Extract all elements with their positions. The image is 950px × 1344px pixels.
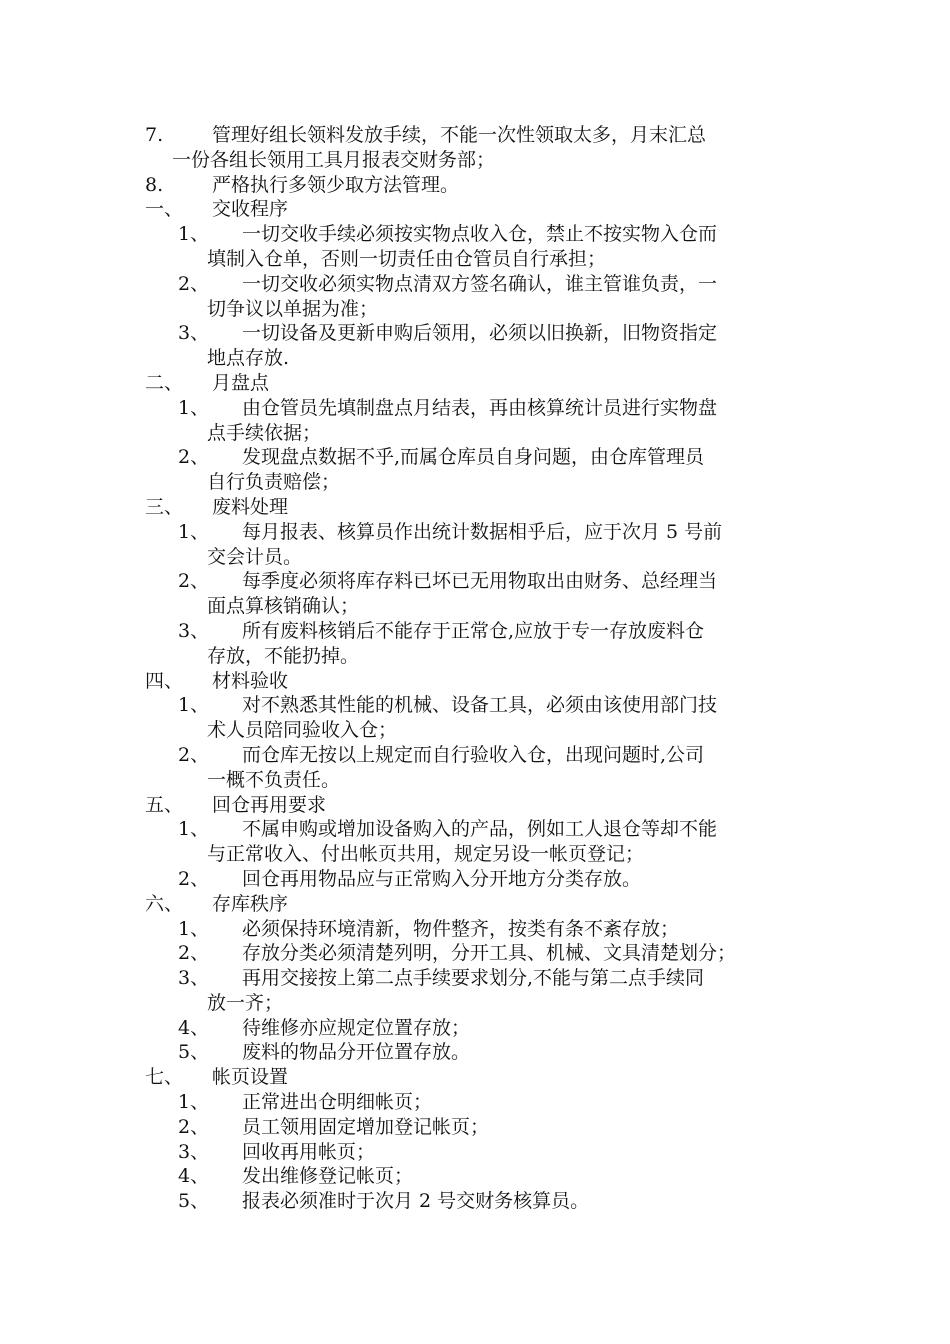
list-item-line (145, 991, 810, 1016)
list-item-number: 5、 (178, 1190, 210, 1213)
list-item-number: 2、 (178, 1115, 210, 1138)
list-item-text: 回仓再用物品应与正常购入分开地方分类存放。 (242, 867, 642, 890)
list-item-text: 所有废料核销后不能存于正常仓,应放于专一存放废料仓 (242, 619, 705, 642)
list-item-text: 发出维修登记帐页； (242, 1165, 414, 1188)
section-title: 月盘点 (212, 371, 270, 394)
document-body (145, 123, 810, 1214)
list-item-text: 术人员陪同验收入仓； (207, 719, 398, 742)
section-heading (145, 197, 810, 222)
list-item-line (145, 470, 810, 495)
list-item-text: 一切交收手续必须按实物点收入仓，禁止不按实物入仓而 (242, 223, 718, 246)
list-item-line (145, 768, 810, 793)
section-heading (145, 1065, 810, 1090)
list-item-line (145, 1189, 810, 1214)
list-item-text: 不属申购或增加设备购入的产品，例如工人退仓等却不能 (242, 818, 718, 841)
section-title: 废料处理 (212, 495, 289, 518)
list-item-number: 1、 (178, 520, 210, 543)
list-item-number: 1、 (178, 1091, 210, 1114)
item-text: 管理好组长领料发放手续，不能一次性领取太多，月末汇总 (212, 124, 707, 146)
list-item-number: 4、 (178, 1016, 210, 1039)
list-item-text: 再用交接按上第二点手续要求划分,不能与第二点手续同 (242, 967, 705, 990)
section-heading (145, 793, 810, 818)
list-item-text: 交会计员。 (207, 545, 303, 568)
section-number: 六、 (145, 892, 184, 915)
list-item-line (145, 842, 810, 867)
list-item-line (145, 917, 810, 942)
list-item-line (145, 321, 810, 346)
list-item-line (145, 346, 810, 371)
list-item-text: 由仓管员先填制盘点月结表，再由核算统计员进行实物盘 (242, 396, 718, 419)
list-item-text: 放一齐； (207, 991, 284, 1014)
list-item-number: 4、 (178, 1165, 210, 1188)
list-item-text: 必须保持环境清新，物件整齐，按类有条不紊存放； (242, 917, 680, 940)
list-item-line (145, 619, 810, 644)
list-item-text: 待维修亦应规定位置存放； (242, 1016, 471, 1039)
list-item-line (145, 1115, 810, 1140)
list-item-number: 2、 (178, 570, 210, 593)
list-item-number: 3、 (178, 967, 210, 990)
numbered-item-line (145, 148, 810, 173)
list-item-line (145, 569, 810, 594)
list-item-line (145, 867, 810, 892)
list-item-text: 切争议以单据为准； (207, 297, 379, 320)
list-item-text: 存放分类必须清楚列明，分开工具、机械、文具清楚划分； (242, 942, 737, 965)
numbered-item-line (145, 173, 810, 198)
list-item-number: 2、 (178, 446, 210, 469)
list-item-line (145, 1090, 810, 1115)
list-item-text: 一切交收必须实物点清双方签名确认，谁主管谁负责，一 (242, 272, 718, 295)
section-number: 四、 (145, 669, 184, 692)
section-number: 二、 (145, 371, 184, 394)
list-item-line (145, 545, 810, 570)
list-item-text: 一切设备及更新申购后领用，必须以旧换新，旧物资指定 (242, 322, 718, 345)
list-item-text: 而仓库无按以上规定而自行验收入仓，出现问题时,公司 (242, 743, 705, 766)
section-heading (145, 495, 810, 520)
list-item-number: 1、 (178, 396, 210, 419)
list-item-line (145, 1164, 810, 1189)
list-item-text: 面点算核销确认； (207, 595, 360, 618)
list-item-text: 对不熟悉其性能的机械、设备工具，必须由该使用部门技 (242, 694, 718, 717)
section-number: 三、 (145, 495, 184, 518)
list-item-line (145, 297, 810, 322)
list-item-text: 一概不负责任。 (207, 768, 341, 791)
list-item-number: 1、 (178, 818, 210, 841)
list-item-text: 员工领用固定增加登记帐页； (242, 1115, 490, 1138)
list-item-line (145, 1140, 810, 1165)
list-item-line (145, 693, 810, 718)
list-item-text: 存放，不能扔掉。 (207, 644, 360, 667)
section-heading (145, 892, 810, 917)
section-title: 存库秩序 (212, 892, 289, 915)
item-number: 8. (145, 173, 164, 196)
section-heading (145, 371, 810, 396)
list-item-number: 2、 (178, 743, 210, 766)
list-item-line (145, 1040, 810, 1065)
item-text: 一份各组长领用工具月报表交财务部； (172, 148, 496, 171)
list-item-number: 1、 (178, 223, 210, 246)
list-item-text: 每月报表、核算员作出统计数据相乎后，应于次月 5 号前 (242, 520, 723, 543)
list-item-line (145, 396, 810, 421)
list-item-line (145, 594, 810, 619)
list-item-line (145, 718, 810, 743)
list-item-number: 1、 (178, 694, 210, 717)
list-item-text: 废料的物品分开位置存放。 (242, 1041, 471, 1064)
list-item-text: 发现盘点数据不乎,而属仓库员自身问题，由仓库管理员 (242, 446, 705, 469)
list-item-number: 2、 (178, 942, 210, 965)
section-title: 回仓再用要求 (212, 793, 327, 816)
list-item-text: 自行负责赔偿； (207, 471, 341, 494)
list-item-line (145, 520, 810, 545)
section-number: 七、 (145, 1066, 184, 1089)
list-item-text: 填制入仓单，否则一切责任由仓管员自行承担； (207, 247, 607, 270)
list-item-line (145, 644, 810, 669)
list-item-number: 2、 (178, 867, 210, 890)
list-item-line (145, 817, 810, 842)
list-item-text: 回收再用帐页； (242, 1140, 376, 1163)
section-number: 五、 (145, 793, 184, 816)
item-number: 7. (145, 124, 164, 146)
list-item-text: 报表必须准时于次月 2 号交财务核算员。 (242, 1190, 590, 1213)
list-item-line (145, 247, 810, 272)
section-title: 交收程序 (212, 198, 289, 221)
list-item-number: 2、 (178, 272, 210, 295)
list-item-number: 3、 (178, 619, 210, 642)
list-item-text: 点手续依据； (207, 421, 322, 444)
list-item-line (145, 421, 810, 446)
list-item-line (145, 966, 810, 991)
section-title: 材料验收 (212, 669, 289, 692)
list-item-text: 正常进出仓明细帐页； (242, 1091, 433, 1114)
list-item-number: 1、 (178, 917, 210, 940)
section-title: 帐页设置 (212, 1066, 289, 1089)
numbered-item-line (145, 123, 810, 148)
section-heading (145, 669, 810, 694)
list-item-number: 5、 (178, 1041, 210, 1064)
list-item-line (145, 941, 810, 966)
item-text: 严格执行多领少取方法管理。 (212, 173, 460, 196)
list-item-text: 与正常收入、付出帐页共用，规定另设一帐页登记； (207, 843, 645, 866)
list-item-number: 3、 (178, 322, 210, 345)
list-item-text: 每季度必须将库存料已坏已无用物取出由财务、总经理当 (242, 570, 718, 593)
list-item-line (145, 743, 810, 768)
list-item-text: 地点存放. (207, 347, 290, 370)
list-item-line (145, 272, 810, 297)
list-item-line (145, 1016, 810, 1041)
section-number: 一、 (145, 198, 184, 221)
list-item-number: 3、 (178, 1140, 210, 1163)
list-item-line (145, 445, 810, 470)
list-item-line (145, 222, 810, 247)
